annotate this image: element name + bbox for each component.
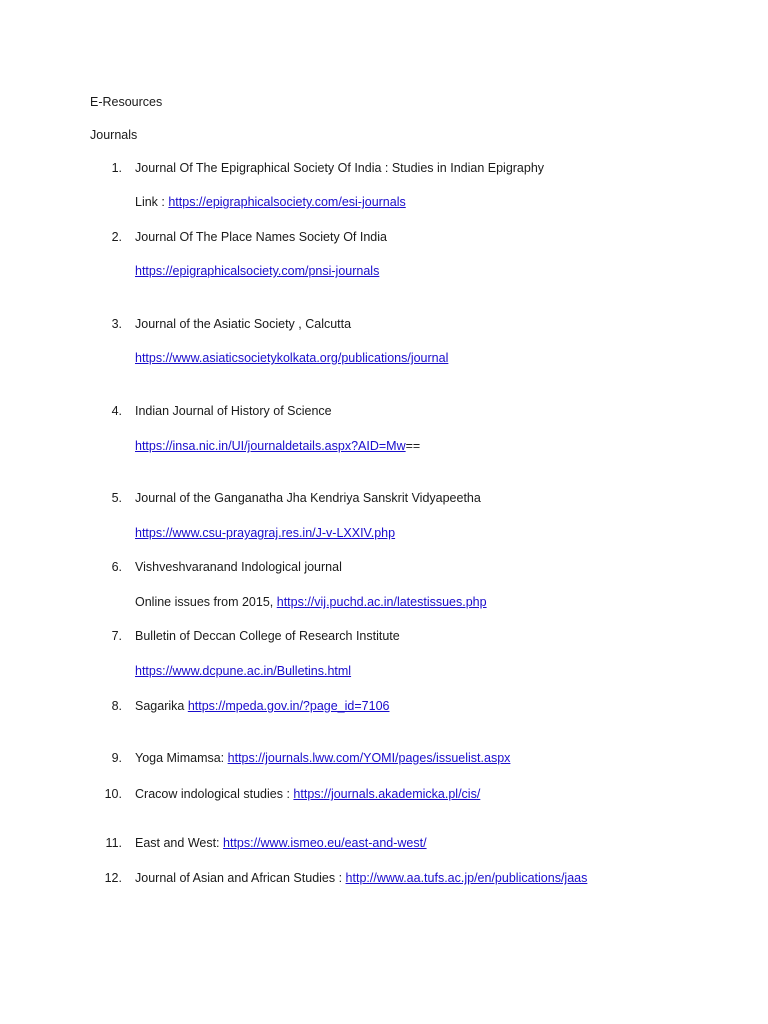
link-prefix: Link :	[135, 195, 169, 209]
list-item-number: 1.	[111, 161, 122, 175]
journal-link[interactable]: https://mpeda.gov.in/?page_id=7106	[187, 699, 390, 713]
list-item-link-line	[135, 663, 351, 679]
list-item-number: 2.	[111, 230, 122, 244]
list-item-number: 7.	[111, 629, 122, 643]
list-item-title: Yoga Mimamsa:	[135, 751, 228, 765]
list-item-line	[135, 698, 389, 714]
list-item-title: Indian Journal of History of Science	[135, 404, 332, 418]
link-prefix: Online issues from 2015,	[135, 595, 277, 609]
list-item-line	[135, 750, 510, 766]
list-item-link-line	[135, 525, 395, 541]
list-item-number: 11.	[105, 836, 122, 850]
list-item-number: 6.	[111, 560, 122, 574]
section-heading: Journals	[90, 128, 138, 142]
list-item-link-line	[135, 594, 487, 610]
list-item-link-line	[135, 194, 406, 210]
list-item-number: 3.	[111, 317, 122, 331]
list-item-line	[135, 870, 587, 886]
list-item-number: 10.	[104, 787, 122, 801]
list-item-number: 5.	[111, 491, 122, 505]
list-item-line	[135, 786, 480, 802]
journal-link[interactable]: https://www.csu-prayagraj.res.in/J-v-LXXIV.php	[135, 526, 396, 540]
list-item-link-line	[135, 263, 379, 279]
list-item-title: Sagarika	[135, 699, 188, 713]
journal-link[interactable]: https://www.asiaticsocietykolkata.org/publications/journal	[135, 351, 449, 365]
list-item-link-line	[135, 350, 448, 366]
link-suffix: ==	[405, 439, 421, 453]
list-item-title: East and West:	[135, 836, 224, 850]
list-item-number: 9.	[111, 751, 122, 765]
journal-link[interactable]: https://www.ismeo.eu/east-and-west/	[223, 836, 427, 850]
list-item-title: Journal Of The Place Names Society Of India	[135, 230, 387, 244]
list-item-line	[135, 835, 427, 851]
list-item-title: Journal Of The Epigraphical Society Of India : Studies in Indian Epigraphy	[135, 161, 545, 175]
journal-link[interactable]: https://insa.nic.in/UI/journaldetails.aspx?AID=Mw	[135, 439, 406, 453]
list-item-number: 8.	[111, 699, 122, 713]
list-item-link-line	[135, 438, 420, 454]
list-item-title: Journal of the Asiatic Society , Calcutta	[135, 317, 352, 331]
journal-link[interactable]: https://vij.puchd.ac.in/latestissues.php	[276, 595, 487, 609]
list-item-number: 12.	[104, 871, 122, 885]
journal-link[interactable]: https://epigraphicalsociety.com/esi-journals	[168, 195, 406, 209]
list-item-title: Journal of the Ganganatha Jha Kendriya Sanskrit Vidyapeetha	[135, 491, 481, 505]
journal-link[interactable]: https://www.dcpune.ac.in/Bulletins.html	[135, 664, 352, 678]
list-item-title: Journal of Asian and African Studies :	[135, 871, 346, 885]
journal-link[interactable]: http://www.aa.tufs.ac.jp/en/publications/jaas	[345, 871, 588, 885]
page-heading: E-Resources	[90, 95, 163, 109]
list-item-title: Bulletin of Deccan College of Research Institute	[135, 629, 400, 643]
list-item-title: Cracow indological studies :	[135, 787, 294, 801]
list-item-title: Vishveshvaranand Indological journal	[135, 560, 342, 574]
journal-link[interactable]: https://epigraphicalsociety.com/pnsi-journals	[135, 264, 380, 278]
journal-link[interactable]: https://journals.lww.com/YOMI/pages/issuelist.aspx	[227, 751, 511, 765]
journal-link[interactable]: https://journals.akademicka.pl/cis/	[293, 787, 481, 801]
list-item-number: 4.	[111, 404, 122, 418]
